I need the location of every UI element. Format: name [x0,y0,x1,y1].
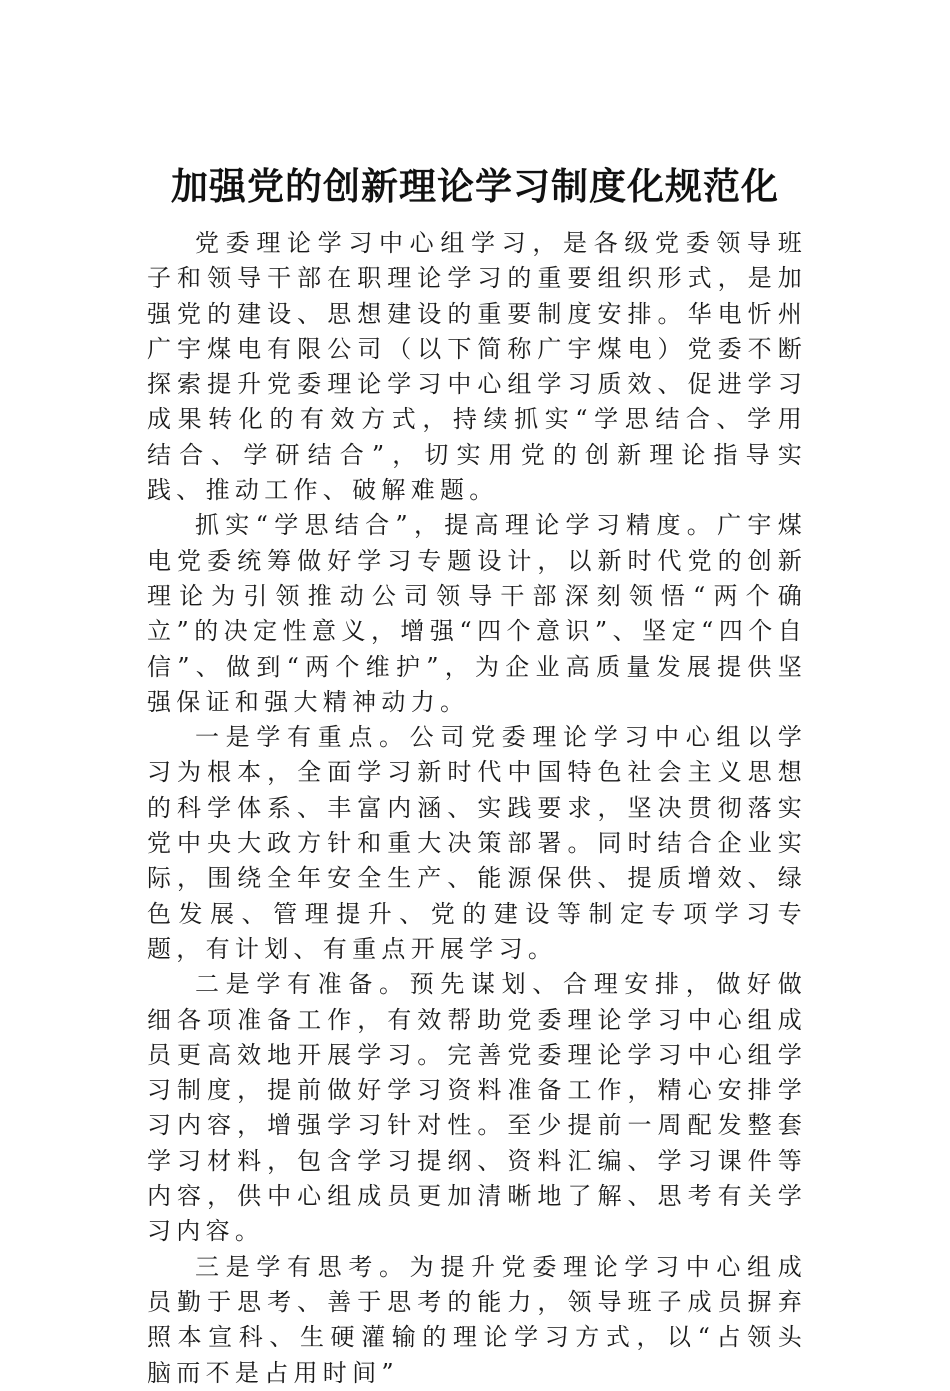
paragraph-intro: 党委理论学习中心组学习，是各级党委领导班子和领导干部在职理论学习的重要组织形式，是加强党的建设、思想建设的重要制度安排。华电忻州广宇煤电有限公司（以下简称广宇煤电）党委不断探索提升党委理论学习中心组学习质效、促进学习成果转化的有效方式，持续抓实“学思结合、学用结合、学研结合”，切实用党的创新理论指导实践、推动工作、破解难题。 [147,229,807,505]
document-title: 加强党的创新理论学习制度化规范化 [171,164,779,208]
paragraph-xue-you-sikao: 三是学有思考。为提升党委理论学习中心组成员勤于思考、善于思考的能力，领导班子成员摒弃照本宣科、生硬灌输的理论学习方式，以“占领头脑而不是占用时间” [147,1252,807,1387]
paragraph-xuesi-jiehe: 抓实“学思结合”，提高理论学习精度。广宇煤电党委统筹做好学习专题设计，以新时代党的创新理论为引领推动公司领导干部深刻领悟“两个确立”的决定性意义，增强“四个意识”、坚定“四个自信”、做到“两个维护”，为企业高质量发展提供坚强保证和强大精神动力。 [147,511,807,716]
paragraph-xue-you-zhongdian: 一是学有重点。公司党委理论学习中心组以学习为根本，全面学习新时代中国特色社会主义思想的科学体系、丰富内涵、实践要求，坚决贯彻落实党中央大政方针和重大决策部署。同时结合企业实际，围绕全年安全生产、能源保供、提质增效、绿色发展、管理提升、党的建设等制定专项学习专题，有计划、有重点开展学习。 [147,723,807,963]
paragraph-xue-you-zhunbei: 二是学有准备。预先谋划、合理安排，做好做细各项准备工作，有效帮助党委理论学习中心组成员更高效地开展学习。完善党委理论学习中心组学习制度，提前做好学习资料准备工作，精心安排学习内容，增强学习针对性。至少提前一周配发整套学习材料，包含学习提纲、资料汇编、学习课件等内容，供中心组成员更加清晰地了解、思考有关学习内容。 [147,970,807,1246]
document-body [147,226,807,1391]
